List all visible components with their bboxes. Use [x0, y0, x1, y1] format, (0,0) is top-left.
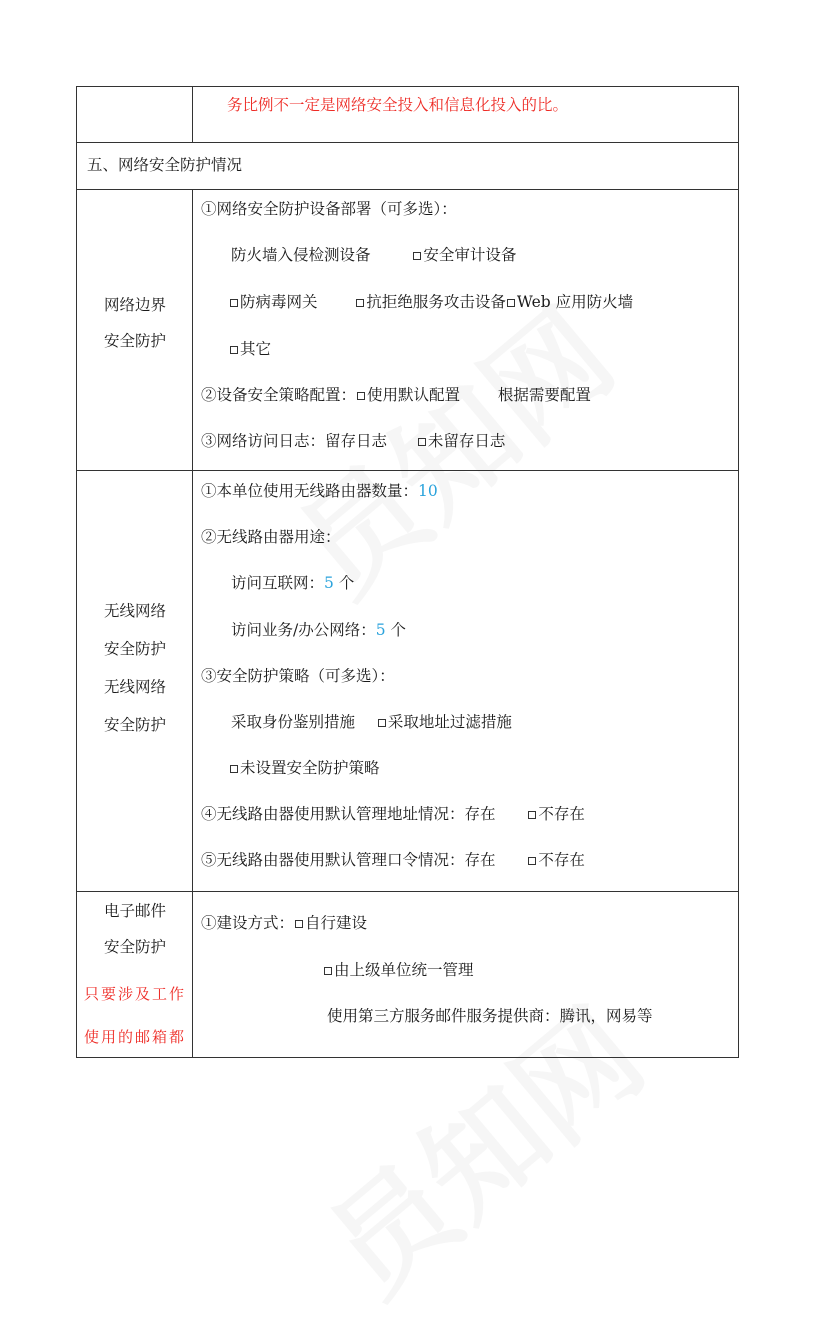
internet-unit: 个: [333, 574, 355, 592]
option-default-password-absent[interactable]: 不存在: [538, 851, 585, 869]
email-content-cell: [193, 892, 739, 1057]
option-self-built[interactable]: 自行建设: [305, 914, 368, 932]
checkbox-icon[interactable]: [230, 765, 238, 773]
border-q2-label: ②设备安全策略配置：: [201, 386, 357, 404]
option-no-log[interactable]: 未留存日志: [427, 432, 506, 450]
checkbox-icon[interactable]: [418, 438, 426, 446]
option-anti-ddos[interactable]: 抗拒绝服务攻击设备: [366, 293, 506, 311]
border-q2-line: [201, 386, 591, 404]
section-header-row: [77, 143, 739, 190]
checkbox-icon[interactable]: [356, 299, 364, 307]
wireless-q3-line1: [231, 713, 512, 731]
option-firewall-ids[interactable]: 防火墙入侵检测设备: [231, 246, 371, 264]
border-q3-label: ③网络访问日志：留存日志: [201, 432, 388, 450]
wireless-q4-line: [201, 805, 585, 823]
wireless-label-line2: 安全防护: [103, 640, 166, 658]
option-custom-config[interactable]: 根据需要配置: [497, 386, 591, 404]
email-label-line1: 电子邮件: [103, 902, 166, 920]
email-security-row: [77, 892, 739, 1058]
office-count-value[interactable]: 5: [375, 621, 386, 639]
router-count-value[interactable]: 10: [418, 482, 438, 500]
wireless-security-row: [77, 471, 739, 892]
email-note-line1: 只要涉及工作: [83, 985, 186, 1003]
checkbox-icon[interactable]: [378, 719, 386, 727]
internet-label: 访问互联网：: [231, 574, 325, 592]
wireless-q2-office: [231, 621, 406, 639]
border-label-line1: 网络边界: [103, 296, 166, 314]
border-security-label-cell: [77, 190, 193, 470]
option-identity-auth[interactable]: 采取身份鉴别措施: [231, 713, 356, 731]
email-q1-line: [201, 914, 367, 932]
wireless-q3-title: ③安全防护策略（可多选）：: [201, 667, 395, 685]
wireless-q1-line: [201, 482, 438, 500]
checkbox-icon[interactable]: [528, 857, 536, 865]
wireless-q5-label: ⑤无线路由器使用默认管理口令情况：存在: [201, 851, 496, 869]
wireless-label-line1: 无线网络: [103, 602, 166, 620]
option-other[interactable]: 其它: [240, 340, 272, 358]
option-default-config[interactable]: 使用默认配置: [367, 386, 461, 404]
section-title: 五、网络安全防护情况: [87, 156, 243, 174]
wireless-q5-line: [201, 851, 585, 869]
email-q1-line2: [323, 961, 474, 979]
wireless-label-line4: 安全防护: [103, 716, 166, 734]
security-form-table: [76, 86, 739, 1058]
continuation-cell: [193, 87, 739, 142]
border-q1-title: ①网络安全防护设备部署（可多选）：: [201, 200, 457, 218]
border-q1-line1: [231, 246, 516, 264]
checkbox-icon[interactable]: [357, 392, 365, 400]
wireless-q1-label: ①本单位使用无线路由器数量：: [201, 482, 419, 500]
office-label: 访问业务/办公网络：: [231, 621, 376, 639]
continuation-row: [77, 87, 739, 143]
office-unit: 个: [385, 621, 407, 639]
border-q1-line2: [229, 293, 633, 311]
option-waf[interactable]: Web 应用防火墙: [516, 293, 634, 311]
wireless-q4-label: ④无线路由器使用默认管理地址情况：存在: [201, 805, 496, 823]
checkbox-icon[interactable]: [324, 967, 332, 975]
option-third-party[interactable]: 使用第三方服务邮件服务提供商：腾讯，网易等: [327, 1007, 653, 1025]
checkbox-icon[interactable]: [230, 299, 238, 307]
border-q1-line3: [229, 340, 271, 358]
border-security-row: [77, 190, 739, 471]
email-note-line2: 使用的邮箱都: [83, 1028, 186, 1046]
border-security-content-cell: [193, 190, 739, 470]
option-address-filter[interactable]: 采取地址过滤措施: [387, 713, 512, 731]
email-q1-label: ①建设方式：: [201, 914, 295, 932]
option-upper-managed[interactable]: 由上级单位统一管理: [334, 961, 474, 979]
email-label-cell: [77, 892, 193, 1057]
checkbox-icon[interactable]: [413, 252, 421, 260]
continuation-text: 务比例不一定是网络安全投入和信息化投入的比。: [227, 96, 569, 114]
option-no-policy[interactable]: 未设置安全防护策略: [240, 759, 380, 777]
wireless-label-cell: [77, 471, 193, 891]
checkbox-icon[interactable]: [230, 346, 238, 354]
empty-label-cell: [77, 87, 193, 142]
border-q3-line: [201, 432, 505, 450]
wireless-q2-title: ②无线路由器用途：: [201, 528, 341, 546]
wireless-label-line3: 无线网络: [103, 678, 166, 696]
email-label-line2: 安全防护: [103, 938, 166, 956]
internet-count-value[interactable]: 5: [324, 574, 334, 592]
border-label-line2: 安全防护: [103, 332, 166, 350]
option-default-address-absent[interactable]: 不存在: [538, 805, 585, 823]
checkbox-icon[interactable]: [295, 920, 303, 928]
option-security-audit[interactable]: 安全审计设备: [423, 246, 517, 264]
option-antivirus-gateway[interactable]: 防病毒网关: [240, 293, 318, 311]
wireless-q3-line2: [229, 759, 380, 777]
wireless-content-cell: [193, 471, 739, 891]
checkbox-icon[interactable]: [528, 811, 536, 819]
wireless-q2-internet: [231, 574, 354, 592]
checkbox-icon[interactable]: [507, 299, 515, 307]
